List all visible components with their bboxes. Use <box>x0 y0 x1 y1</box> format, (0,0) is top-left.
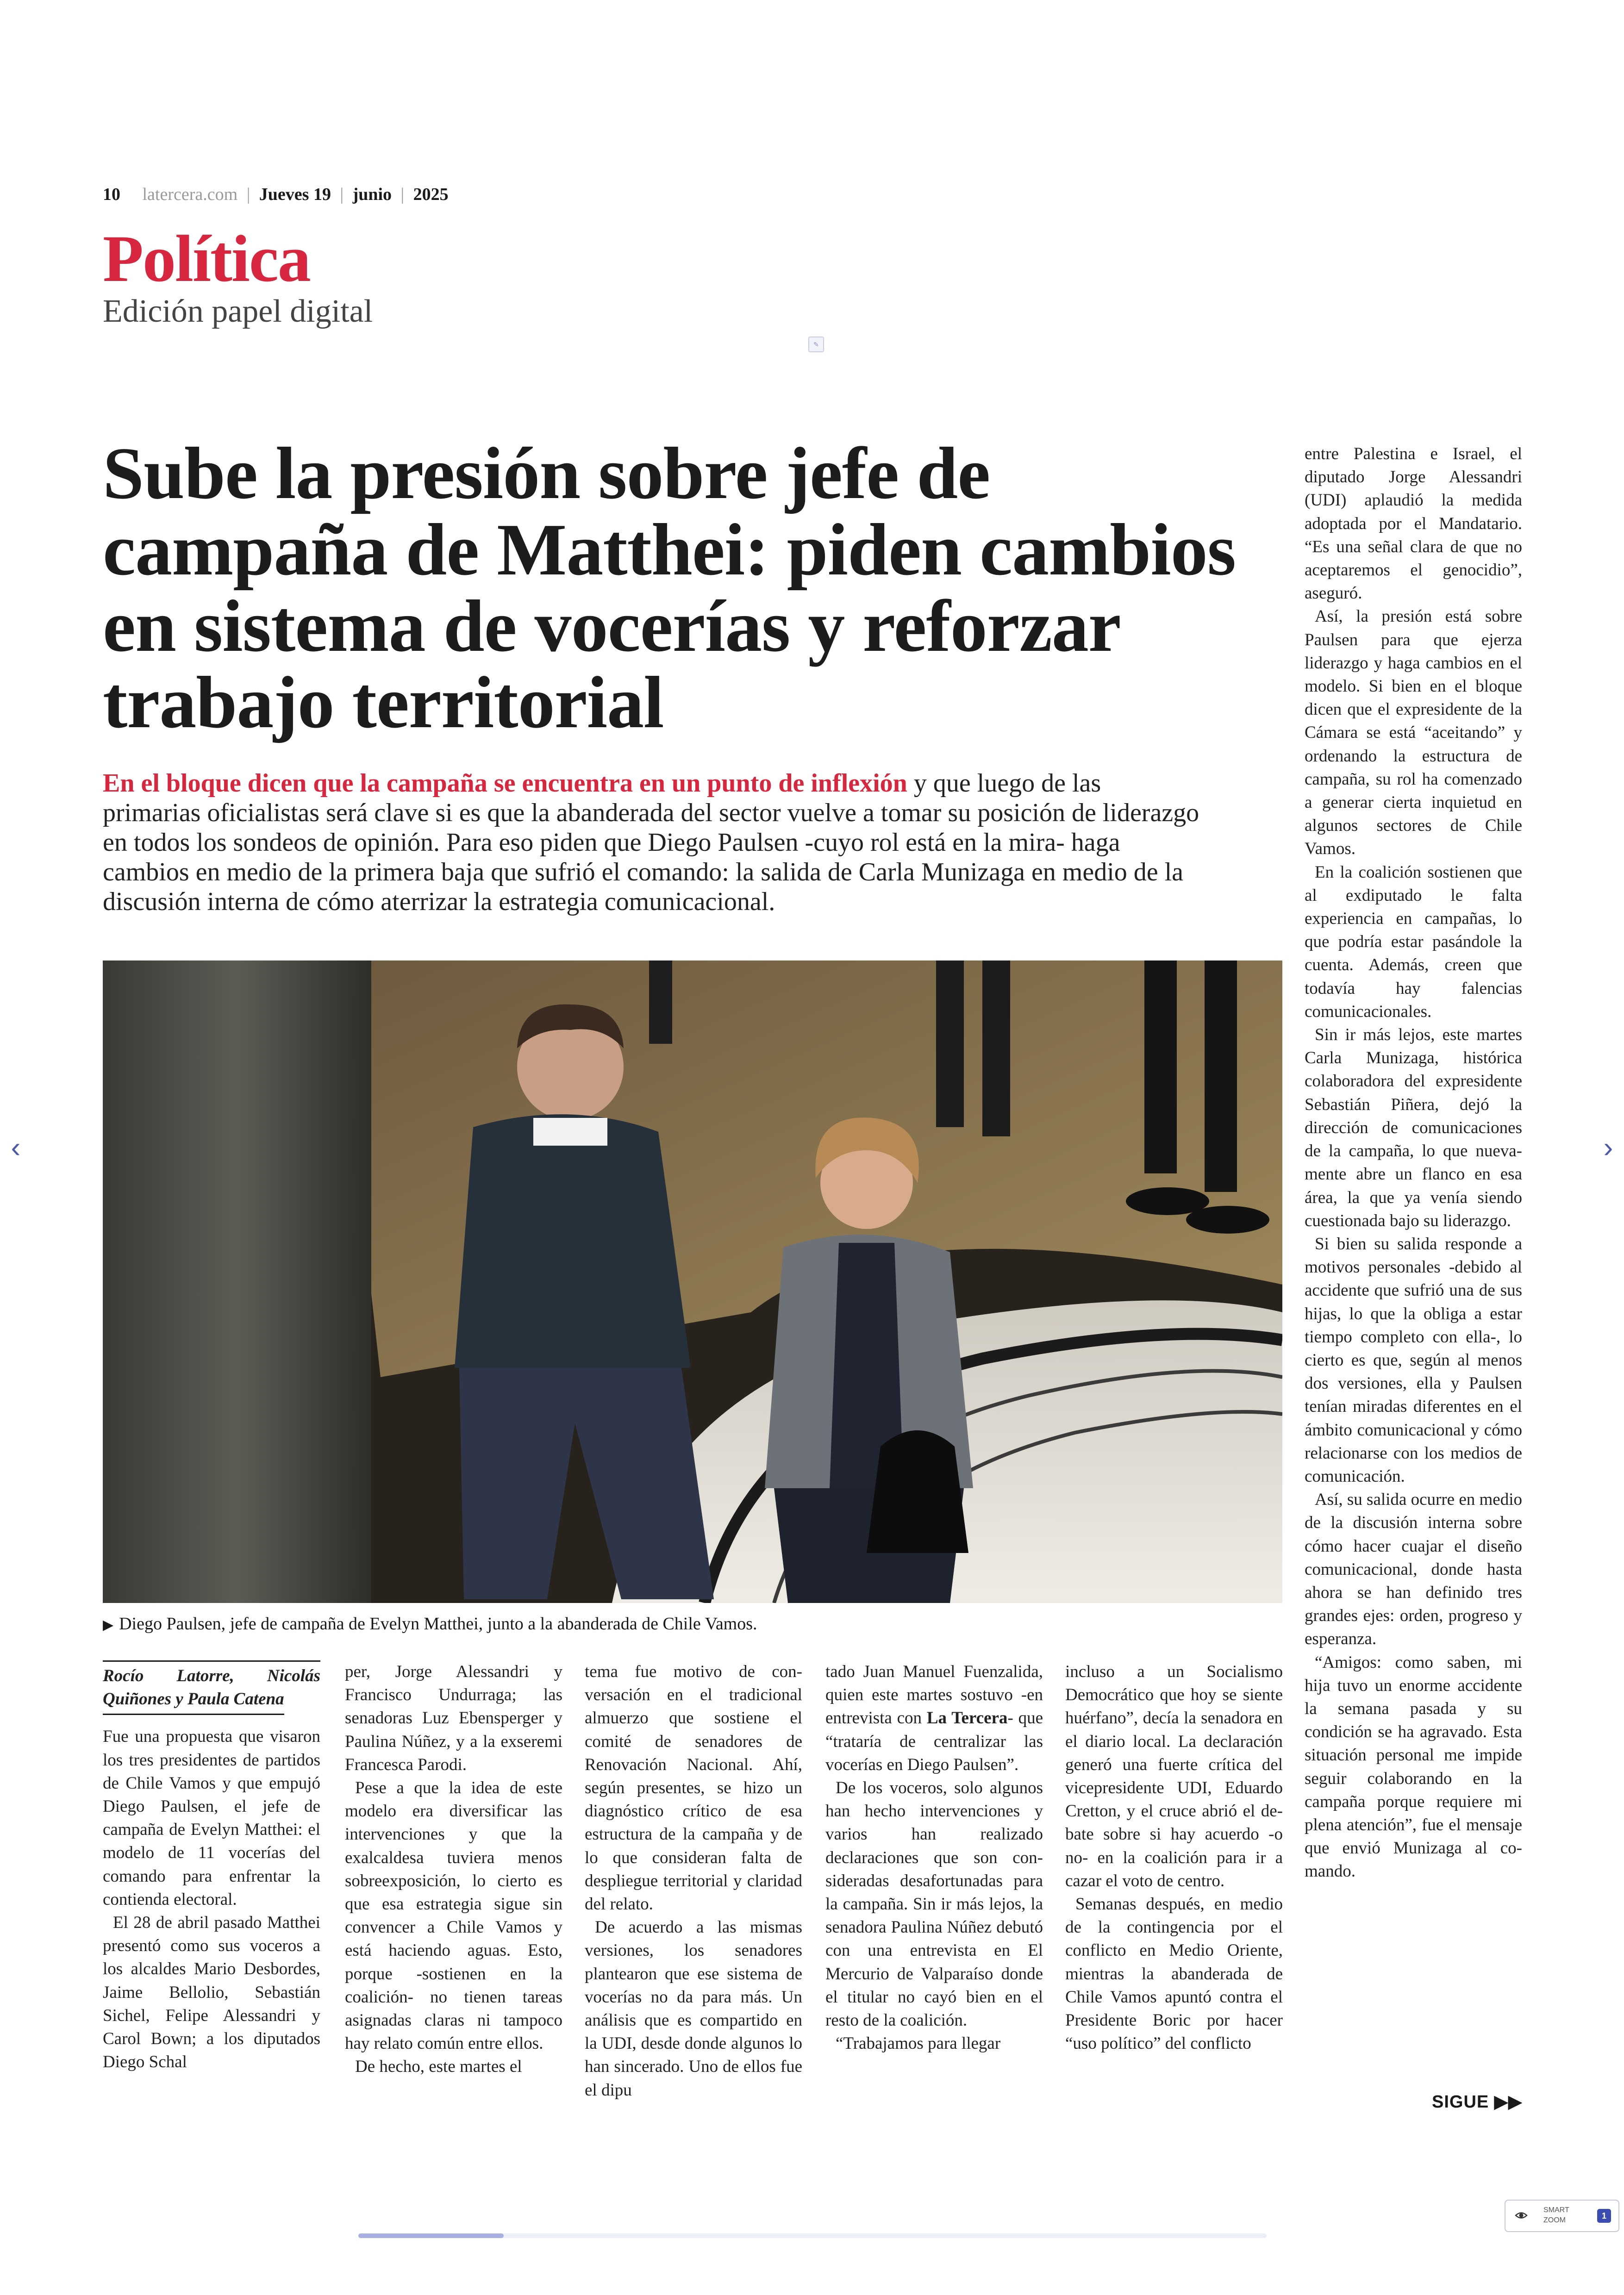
article-column-3 <box>585 1660 802 2102</box>
caption-text: Diego Paulsen, jefe de campaña de Evelyn Matthei, junto a la abanderada de Chile Vamos. <box>119 1614 757 1634</box>
page-badge: 1 <box>1597 2209 1611 2223</box>
body-paragraph: “Trabajamos para llegar <box>836 2034 1001 2053</box>
site-name: latercera.com <box>142 185 238 204</box>
body-paragraph: Semanas después, en medio de la contingencia por el conflicto en Medio Oriente, mientras la abanderada de Chile Vamos apuntó contra el Presidente Boric por hacer “uso político” del conflicto <box>1065 1895 1283 2053</box>
smart-zoom-line-2: ZOOM <box>1543 2216 1566 2224</box>
caption-arrow-icon: ▶ <box>103 1617 114 1633</box>
newspaper-name: La Tercera <box>926 1709 1008 1728</box>
byline-line-1: Rocío Latorre, Nicolás <box>103 1660 320 1688</box>
photo-caption <box>103 1614 757 1634</box>
body-paragraph: entre Palestina e Israel, el diputado Jorge Alessandri (UDI) aplaudió la medida adoptada por el Mandatario. “Es una señal clara de que no aceptaremos el genocidio”, aseguró. <box>1305 444 1522 603</box>
article-column-1 <box>103 1660 320 2074</box>
byline-line-2: Quiñones y Paula Catena <box>103 1688 284 1715</box>
folio-separator: | <box>340 185 344 204</box>
prev-page-button[interactable]: ‹ <box>11 1132 21 1164</box>
lead-paragraph <box>103 768 1200 917</box>
article-column-6 <box>1305 443 1522 1883</box>
article-photo <box>103 960 1282 1603</box>
page-progress-bar[interactable] <box>358 2233 1267 2238</box>
page-progress-fill <box>358 2233 504 2238</box>
folio <box>103 184 449 205</box>
section-subtitle: Edición papel digital <box>103 293 373 329</box>
body-paragraph: En la coalición sostienen que al exdiputado le falta experiencia en campañas, lo que podría estar pasándole la cuenta. Además, creen que todavía hay falencias comunicacionales. <box>1305 862 1522 1021</box>
body-paragraph: De los voceros, solo algunos han hecho intervenciones y varios han realizado declaraciones que son consideradas desafortunadas para la campaña. Sin ir más lejos, la senadora Paulina Núñez debutó con una entrevista en El Mercurio de Valparaíso donde el titular no cayó bien en el resto de la coalición. <box>825 1778 1043 2030</box>
lead-text: y que luego de las primarias oficialistas será clave si es que la abanderada del sector vuelve a tomar su posición de liderazgo en todos los sondeos de opinión. Para eso piden que Diego Paulsen -cuyo rol está en la mira- haga cambios en medio de la primera baja que sufrió el comando: la salida de Carla Munizaga en medio de la discusión interna de cómo aterrizar la estrategia comunicacional. <box>103 769 1199 916</box>
section-title: Política <box>103 222 310 296</box>
body-paragraph: “Amigos: como saben, mi hija tuvo un enorme accidente la semana pasada y su condición se ha agravado. Esta situación personal me impide seguir colaborando en la campaña porque requiere mi plena atención”, fue el mensaje que envió Munizaga al comando. <box>1305 1653 1522 1881</box>
date-year: 2025 <box>413 185 449 204</box>
body-paragraph: El 28 de abril pasado Matthei presentó como sus voceros a los alcaldes Mario Desbordes, Jaime Bellolio, Sebastián Sichel, Felipe Alessandri y Carol Bown; a los diputados Diego Schal <box>103 1913 320 2072</box>
headline: Sube la presión sobre jefe de campaña de Matthei: piden cambios en sistema de vocerías y reforzar trabajo territorial <box>103 432 1236 743</box>
article-column-2 <box>345 1660 562 2079</box>
lead-highlight: En el bloque dicen que la campaña se encuentra en un punto de inflexión <box>103 769 907 798</box>
body-paragraph <box>825 1660 1043 1777</box>
smart-zoom-button[interactable] <box>1505 2200 1619 2232</box>
article-column-4 <box>825 1660 1043 2055</box>
body-paragraph: incluso a un Socialismo Democrático que hoy se siente huérfano”, decía la senadora en el diario local. La declaración generó una fuerte crítica del vicepresidente UDI, Eduardo Cretton, y el cruce abrió el debate sobre si hay acuerdo -o no- en la coalición para ir a cazar el voto de centro. <box>1065 1662 1283 1890</box>
body-paragraph: Pese a que la idea de este modelo era diversificar las intervenciones y que la exalcaldesa tuviera menos sobreexposición, lo cierto es que esa estrategia sigue sin convencer a Chile Vamos y está haciendo aguas. Esto, porque -sostienen en la coalición- no tienen tareas asignadas claras ni tampoco hay relato común entre ellos. <box>345 1778 562 2053</box>
continue-label[interactable]: SIGUE ▶▶ <box>1432 2092 1523 2112</box>
body-paragraph: Sin ir más lejos, este martes Carla Munizaga, histórica colaboradora del expresidente Sebastián Piñera, dejó la dirección de comunicaciones de la campaña, lo que nuevamente abre un flanco en esa área, la que ya venía siendo cuestionada bajo su liderazgo. <box>1305 1025 1522 1230</box>
body-text: - que “trataría de centralizar las vocerías en Diego Paulsen”. <box>825 1709 1043 1774</box>
pin-icon[interactable]: ✎ <box>808 337 824 352</box>
body-paragraph: Si bien su salida responde a motivos personales -debido al accidente que sufrió una de sus hijas, lo que la obliga a estar tiempo completo con ella-, lo cierto es que, según al menos dos versiones, ella y Paulsen tenían miradas diferentes en el ámbito comunicacional y cómo relacionarse con los medios de comunicación. <box>1305 1234 1522 1486</box>
date-month: junio <box>352 185 392 204</box>
body-text: tado Juan Manuel Fuenzalida, quien este martes sostuvo -en entrevista con <box>825 1662 1043 1728</box>
body-paragraph: De acuerdo a las mismas versiones, los senadores plantearon que ese sistema de vocerías no da para más. Un análisis que es compartido en la UDI, desde donde algunos lo han sincerado. Uno de ellos fue el dipu <box>585 1918 802 2100</box>
body-paragraph: tema fue motivo de conversación en el tradicional almuerzo que sostiene el comité de senadores de Renovación Nacional. Ahí, según presentes, se hizo un diagnóstico crítico de esa estructura de la campaña y de lo que consideran falta de despliegue territorial y claridad del relato. <box>585 1662 802 1914</box>
body-paragraph: per, Jorge Alessandri y Francisco Undurraga; las senadoras Luz Ebensperger y Paulina Núñez, y a la exseremi Francesca Parodi. <box>345 1662 562 1774</box>
smart-zoom-line-1: SMART <box>1543 2206 1569 2214</box>
next-page-button[interactable]: › <box>1603 1132 1613 1164</box>
article-column-5 <box>1065 1660 1283 2055</box>
smart-zoom-label <box>1543 2205 1569 2226</box>
folio-separator: | <box>400 185 405 204</box>
body-paragraph: Fue una propuesta que visaron los tres presidentes de partidos de Chile Vamos y que empujó Diego Paulsen, el jefe de campaña de Evelyn Matthei: el modelo de 11 vocerías del comando para enfrentar la contienda electoral. <box>103 1727 320 1909</box>
body-paragraph: Así, su salida ocurre en medio de la discusión interna sobre cómo hacer cuajar el diseño comunicacional, donde hasta ahora se han definido tres grandes ejes: orden, progreso y esperanza. <box>1305 1490 1522 1649</box>
body-paragraph: De hecho, este martes el <box>355 2057 522 2077</box>
eye-icon <box>1515 2209 1528 2222</box>
photo-illustration <box>103 960 1282 1603</box>
body-paragraph: Así, la presión está sobre Paulsen para que ejerza liderazgo y haga cambios en el modelo. Si bien en el bloque dicen que el expresidente de la Cámara se está “aceitando” y ordenando la estructura de campaña, su rol ha comenzado a generar cierta inquietud en algunos sectores de Chile Vamos. <box>1305 607 1522 859</box>
page-number: 10 <box>103 185 120 204</box>
folio-separator: | <box>246 185 250 204</box>
date-day: Jueves 19 <box>259 185 331 204</box>
